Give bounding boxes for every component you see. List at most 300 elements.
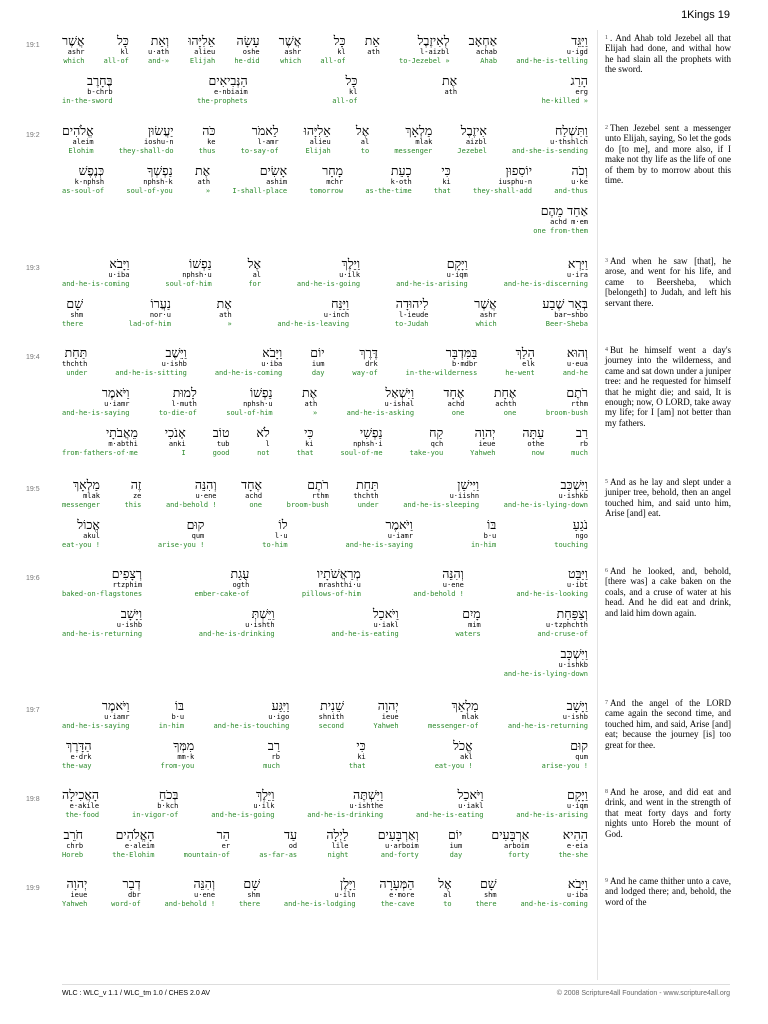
hebrew-word: אֶחָד bbox=[443, 385, 465, 400]
gloss: the-Elohim bbox=[112, 851, 155, 859]
transliteration: ium bbox=[311, 360, 325, 368]
word-cell bbox=[469, 33, 497, 66]
transliteration: u·iln bbox=[334, 891, 356, 899]
translation-text: And he came thither unto a cave, and lodged there; and, behold, the word of the bbox=[605, 876, 731, 907]
transliteration: kl bbox=[337, 48, 346, 56]
word-cell bbox=[213, 425, 230, 458]
transliteration: nphsh·i bbox=[353, 440, 383, 448]
gloss: forty bbox=[508, 851, 530, 859]
word-cell bbox=[62, 73, 113, 106]
word-cell bbox=[160, 738, 194, 771]
transliteration: ath bbox=[304, 400, 318, 408]
gloss: and-he-is-arising bbox=[516, 811, 588, 819]
transliteration: u·iqm bbox=[446, 271, 468, 279]
transliteration: lile bbox=[331, 842, 349, 850]
word-cell bbox=[471, 517, 496, 550]
gloss: take-you bbox=[409, 449, 444, 457]
word-cell bbox=[309, 163, 343, 196]
hebrew-word: וְאַרְבָּעִים bbox=[377, 827, 419, 842]
hebrew-word: לָמוּת bbox=[172, 385, 197, 400]
gloss: there bbox=[238, 900, 261, 908]
gloss: which bbox=[475, 320, 497, 328]
hebrew-word: רַב bbox=[575, 425, 588, 440]
gloss: mountain-of bbox=[183, 851, 230, 859]
word-cell bbox=[340, 425, 382, 458]
hebrew-word: כָּל bbox=[333, 33, 346, 48]
gloss: broom-bush bbox=[286, 501, 329, 509]
gloss: there bbox=[475, 900, 497, 908]
word-cell bbox=[416, 787, 483, 820]
hebrew-word: כֹּה bbox=[202, 123, 216, 138]
word-cell bbox=[457, 123, 487, 156]
hebrew-word: נַפְשִׁי bbox=[359, 425, 383, 440]
gloss: which bbox=[63, 57, 85, 65]
verse-block bbox=[26, 256, 588, 336]
translation-text: . And Ahab told Jezebel all that Elijah had done, and withal how he had slain all the prophets with the sword. bbox=[605, 33, 731, 75]
hebrew-word: כָּל bbox=[345, 73, 358, 88]
gloss: second bbox=[318, 722, 344, 730]
word-cell bbox=[159, 385, 197, 418]
word-cell bbox=[62, 876, 87, 909]
hebrew-word: יְהוָה bbox=[66, 876, 88, 891]
word-cell bbox=[304, 123, 331, 156]
gloss: arise-you ! bbox=[157, 541, 205, 549]
verse-number: 19:4 bbox=[26, 354, 40, 361]
transliteration: akl bbox=[459, 753, 473, 761]
transliteration: u·iamr bbox=[387, 532, 413, 540]
transliteration: u·tzphchth bbox=[545, 621, 588, 629]
word-cell bbox=[319, 698, 344, 731]
transliteration: rb bbox=[271, 753, 280, 761]
translation-paragraph bbox=[605, 345, 731, 428]
word-cell bbox=[516, 787, 588, 820]
hebrew-word: קוּם bbox=[570, 738, 588, 753]
gloss: all-of bbox=[320, 57, 346, 65]
gloss: » bbox=[312, 409, 318, 417]
word-cell bbox=[353, 477, 378, 510]
hebrew-word: מִמְּךָ bbox=[173, 738, 195, 753]
interlinear-row bbox=[62, 33, 588, 66]
word-cell bbox=[326, 827, 348, 860]
word-cell bbox=[512, 123, 588, 156]
transliteration: ashr bbox=[479, 311, 497, 319]
gloss: word-of bbox=[111, 900, 141, 908]
gloss: messenger bbox=[394, 147, 433, 155]
translation-verse-number: 8 bbox=[605, 789, 608, 795]
hebrew-word: וַיִּשְׁתֶּה bbox=[353, 787, 384, 802]
word-cell bbox=[195, 163, 210, 196]
transliteration: od bbox=[288, 842, 298, 850]
hebrew-word: אָשִׂים bbox=[259, 163, 288, 178]
hebrew-word: וְכֹה bbox=[571, 163, 588, 178]
word-cell bbox=[111, 876, 141, 909]
transliteration: aizbl bbox=[465, 138, 487, 146]
gloss: and-he-is-going bbox=[296, 280, 361, 288]
hebrew-word: בְּאֵר שֶׁבַע bbox=[542, 296, 588, 311]
word-cell bbox=[332, 73, 357, 106]
gloss: » bbox=[227, 320, 232, 328]
translation-text: But he himself went a day's journey into the wilderness, and came and sat down under a juniper tree: and he requested for himself that he might die; and said, It is enough; now, O LORD, take away my life; for I [am] not better than my fathers. bbox=[605, 345, 731, 428]
hebrew-word: כִּי bbox=[441, 163, 451, 178]
hebrew-word: וַיֹּאכַל bbox=[372, 606, 399, 621]
transliteration: u·inch bbox=[323, 311, 350, 319]
hebrew-word: חֹרֵב bbox=[63, 827, 84, 842]
transliteration: mlak bbox=[461, 713, 479, 721]
hebrew-word: וַיֹּאכַל bbox=[457, 787, 484, 802]
word-cell bbox=[126, 163, 172, 196]
hebrew-word: הָאֲכִילָה bbox=[62, 787, 100, 802]
hebrew-word: רַב bbox=[267, 738, 280, 753]
transliteration: e·aleim bbox=[124, 842, 155, 850]
gloss: arise-you ! bbox=[541, 762, 588, 770]
word-cell bbox=[234, 33, 259, 66]
gloss: Yahweh bbox=[62, 900, 88, 908]
hebrew-word: בּוֹ bbox=[174, 698, 185, 713]
hebrew-word: לוֹ bbox=[278, 517, 288, 532]
hebrew-word: וַיָּשָׁב bbox=[120, 606, 143, 621]
gloss: under bbox=[357, 501, 379, 509]
word-cell bbox=[277, 296, 349, 329]
hebrew-word: עַד bbox=[284, 827, 298, 842]
hebrew-word: וַיַּנַּח bbox=[331, 296, 350, 311]
hebrew-word: יְהוָה bbox=[377, 698, 399, 713]
word-cell bbox=[410, 425, 444, 458]
transliteration: u·ishthe bbox=[349, 802, 384, 810]
translation-verse-number: 3 bbox=[605, 258, 608, 264]
interlinear-row bbox=[62, 646, 588, 679]
gloss: not bbox=[257, 449, 270, 457]
gloss: touching bbox=[554, 541, 588, 549]
translation-text: And he arose, and did eat and drink, and went in the strength of that meat forty days and forty nights unto Horeb the mount of God. bbox=[605, 787, 731, 839]
word-cell bbox=[297, 256, 360, 289]
gloss: to-him bbox=[262, 541, 288, 549]
gloss: baked-on-flagstones bbox=[62, 590, 143, 598]
interlinear-row bbox=[62, 566, 588, 599]
verse-block bbox=[26, 33, 588, 113]
hebrew-word: וַיִּשְׁאַל bbox=[385, 385, 415, 400]
gloss: and-behold ! bbox=[165, 501, 217, 509]
gloss: and-he-is-returning bbox=[62, 630, 143, 638]
transliteration: b·mdbr bbox=[452, 360, 478, 368]
word-cell bbox=[310, 345, 324, 378]
hebrew-word: וְאֵת bbox=[150, 33, 170, 48]
word-cell bbox=[226, 385, 272, 418]
word-cell bbox=[165, 876, 216, 909]
hebrew-word: נַפְשְׁךָ bbox=[147, 163, 173, 178]
gloss: the-cave bbox=[380, 900, 415, 908]
gloss: Ahab bbox=[480, 57, 498, 65]
word-cell bbox=[262, 517, 287, 550]
hebrew-word: אֱלֹהִים bbox=[62, 123, 94, 138]
gloss: and-he-is-discerning bbox=[503, 280, 588, 288]
transliteration: arboim bbox=[503, 842, 530, 850]
transliteration: m·abthi bbox=[108, 440, 138, 448]
footer-rule bbox=[62, 984, 730, 985]
transliteration: ki bbox=[357, 753, 366, 761]
gloss: lad-of-him bbox=[128, 320, 171, 328]
word-cell bbox=[554, 517, 588, 550]
word-cell bbox=[184, 827, 230, 860]
translation-verse-number: 4 bbox=[605, 347, 608, 353]
word-cell bbox=[491, 827, 529, 860]
gloss: he-killed » bbox=[541, 97, 588, 105]
transliteration: u·iba bbox=[566, 891, 588, 899]
word-cell bbox=[287, 477, 329, 510]
page-title: 1Kings 19 bbox=[681, 9, 730, 21]
transliteration: ashr bbox=[284, 48, 302, 56]
word-cell bbox=[112, 827, 154, 860]
word-cell bbox=[148, 33, 169, 66]
transliteration: b·u bbox=[171, 713, 185, 721]
word-cell bbox=[473, 163, 532, 196]
hebrew-word: וַיֵּשְׁתְּ bbox=[251, 606, 275, 621]
transliteration: shm bbox=[483, 891, 497, 899]
hebrew-word: וַיָּבֹא bbox=[262, 345, 283, 360]
word-cell bbox=[399, 33, 450, 66]
word-cell bbox=[504, 256, 588, 289]
hebrew-word: קַח bbox=[429, 425, 444, 440]
transliteration: b-chrb bbox=[87, 88, 113, 96]
word-cell bbox=[508, 698, 588, 731]
transliteration: u·ishb bbox=[161, 360, 187, 368]
hebrew-word: אֶת bbox=[442, 73, 458, 88]
transliteration: elk bbox=[522, 360, 535, 368]
gloss: Jezebel bbox=[457, 147, 487, 155]
transliteration: u·ishal bbox=[384, 400, 415, 408]
hebrew-word: וַיִּגַּע bbox=[271, 698, 290, 713]
hebrew-word: נַפְשׁוֹ bbox=[189, 256, 212, 271]
transliteration: nphsh·u bbox=[243, 400, 273, 408]
transliteration: k-nphsh bbox=[74, 178, 105, 186]
hebrew-word: שָׁם bbox=[243, 876, 261, 891]
word-cell bbox=[279, 33, 302, 66]
gloss: the-food bbox=[65, 811, 100, 819]
gloss: night bbox=[327, 851, 349, 859]
word-cell bbox=[62, 827, 83, 860]
word-cell bbox=[241, 123, 279, 156]
translation-text: And as he lay and slept under a juniper tree, behold, then an angel touched him, and said unto him, Arise [and] eat. bbox=[605, 477, 731, 519]
transliteration: u·ene bbox=[195, 492, 217, 500]
gloss: day bbox=[449, 851, 463, 859]
hebrew-word: יְהוָה bbox=[474, 425, 496, 440]
word-cell bbox=[62, 345, 87, 378]
gloss: Yahweh bbox=[373, 722, 399, 730]
hebrew-word: כְּנֶפֶשׁ bbox=[78, 163, 105, 178]
hebrew-word: בֶּחָרֶב bbox=[86, 73, 113, 88]
word-cell bbox=[129, 296, 171, 329]
transliteration: rthm bbox=[311, 492, 329, 500]
interlinear-row bbox=[62, 425, 588, 458]
gloss: one bbox=[451, 409, 465, 417]
hebrew-word: כִּי bbox=[356, 738, 366, 753]
translation-text: And he looked, and, behold, [there was] a cake baken on the coals, and a cruse of water at his head. And he did eat and drink, and laid him down again. bbox=[605, 566, 731, 618]
hebrew-word: אֱכֹל bbox=[453, 738, 473, 753]
transliteration: nor·u bbox=[149, 311, 171, 319]
word-cell bbox=[302, 385, 317, 418]
interlinear-row bbox=[62, 517, 588, 550]
word-cell bbox=[62, 477, 100, 510]
hebrew-word: וַיָּבֹא bbox=[567, 876, 588, 891]
transliteration: u·iishn bbox=[449, 492, 480, 500]
interlinear-row bbox=[62, 698, 588, 731]
gloss: one bbox=[503, 409, 517, 417]
hebrew-word: אִיזֶבֶל bbox=[460, 123, 487, 138]
gloss: he-did bbox=[234, 57, 260, 65]
word-cell bbox=[115, 345, 187, 378]
gloss: to-Jezebel » bbox=[398, 57, 450, 65]
word-cell bbox=[516, 33, 588, 66]
gloss: and-behold ! bbox=[413, 590, 464, 598]
hebrew-word: וַיֵּשֶׁב bbox=[165, 345, 187, 360]
transliteration: ium bbox=[449, 842, 463, 850]
gloss: and-he-is-going bbox=[211, 811, 275, 819]
hebrew-word: מָיִם bbox=[462, 606, 481, 621]
word-cell bbox=[302, 566, 361, 599]
verse-number: 19:9 bbox=[26, 885, 40, 892]
transliteration: achd bbox=[245, 492, 263, 500]
interlinear-row bbox=[62, 477, 588, 510]
transliteration: er bbox=[221, 842, 230, 850]
gloss: waters bbox=[455, 630, 481, 638]
transliteration: iusphu-n bbox=[498, 178, 533, 186]
transliteration: qum bbox=[575, 753, 588, 761]
word-cell bbox=[546, 385, 588, 418]
verse-block bbox=[26, 566, 588, 686]
hebrew-word: אֵלִיָּהוּ bbox=[188, 33, 216, 48]
hebrew-word: עַתָּה bbox=[522, 425, 545, 440]
word-cell bbox=[158, 517, 204, 550]
transliteration: u·ene bbox=[194, 891, 216, 899]
transliteration: u·ira bbox=[566, 271, 588, 279]
hebrew-word: אֶל bbox=[355, 123, 370, 138]
transliteration: u·ishth bbox=[245, 621, 275, 629]
word-cell bbox=[365, 33, 380, 66]
interlinear-row bbox=[62, 73, 588, 106]
gloss: day bbox=[311, 369, 325, 377]
gloss: ember-cake-of bbox=[194, 590, 250, 598]
gloss: Elijah bbox=[189, 57, 216, 65]
gloss: in-vigor-of bbox=[131, 811, 179, 819]
translation-paragraph bbox=[605, 33, 731, 75]
hebrew-word: טוֹב bbox=[212, 425, 230, 440]
hebrew-word: אֶת bbox=[302, 385, 318, 400]
hebrew-word: הַר bbox=[216, 827, 230, 842]
word-cell bbox=[232, 163, 287, 196]
word-cell bbox=[379, 876, 414, 909]
word-cell bbox=[62, 738, 92, 771]
transliteration: l-amr bbox=[257, 138, 279, 146]
hebrew-word: בּוֹ bbox=[487, 517, 497, 532]
word-cell bbox=[263, 738, 280, 771]
hebrew-word: וַיֹּאמֶר bbox=[101, 698, 130, 713]
hebrew-word: לְאִיזֶבֶל bbox=[417, 33, 450, 48]
transliteration: e·akile bbox=[69, 802, 100, 810]
transliteration: ieue bbox=[381, 713, 399, 721]
gloss: that bbox=[296, 449, 314, 457]
hebrew-word: לַיְלָה bbox=[326, 827, 349, 842]
transliteration: shnith bbox=[318, 713, 344, 721]
gloss: now bbox=[531, 449, 545, 457]
word-cell bbox=[256, 425, 269, 458]
transliteration: aleim bbox=[72, 138, 94, 146]
hebrew-word: אֵלִיָּהוּ bbox=[303, 123, 331, 138]
transliteration: alieu bbox=[309, 138, 331, 146]
transliteration: ogth bbox=[232, 581, 250, 589]
gloss: and-he-is-coming bbox=[520, 900, 588, 908]
word-cell bbox=[241, 477, 262, 510]
gloss: Beer-Sheba bbox=[545, 320, 588, 328]
interlinear-row bbox=[62, 827, 588, 860]
hebrew-word: וַיָּקָם bbox=[446, 256, 468, 271]
interlinear-row bbox=[62, 296, 588, 329]
gloss: in-him bbox=[470, 541, 497, 549]
gloss: and-he-is-sitting bbox=[115, 369, 187, 377]
word-cell bbox=[352, 345, 377, 378]
transliteration: mlak bbox=[415, 138, 433, 146]
transliteration: al bbox=[443, 891, 452, 899]
transliteration: ath bbox=[367, 48, 380, 56]
hebrew-word: וַיִּישַׁן bbox=[457, 477, 480, 492]
gloss: soul-of-you bbox=[126, 187, 173, 195]
transliteration: u·iamr bbox=[104, 400, 130, 408]
hebrew-word: וַיַּבֵּט bbox=[567, 566, 588, 581]
transliteration: ashr bbox=[67, 48, 85, 56]
word-cell bbox=[217, 296, 232, 329]
word-cell bbox=[62, 566, 142, 599]
transliteration: mim bbox=[468, 621, 481, 629]
transliteration: tub bbox=[216, 440, 230, 448]
hebrew-word: אֲשֶׁר bbox=[474, 296, 497, 311]
transliteration: nphsh·u bbox=[182, 271, 212, 279]
transliteration: ashim bbox=[266, 178, 288, 186]
hebrew-word: מָחָר bbox=[322, 163, 344, 178]
interlinear-row bbox=[62, 163, 588, 196]
hebrew-word: אֶת bbox=[216, 296, 232, 311]
verse-number: 19:2 bbox=[26, 132, 40, 139]
word-cell bbox=[62, 385, 129, 418]
hebrew-word: מְרַאֲשֹׁתָיו bbox=[316, 566, 361, 581]
word-cell bbox=[537, 606, 588, 639]
gloss: Horeb bbox=[62, 851, 84, 859]
gloss: and-he-is-drinking bbox=[307, 811, 384, 819]
gloss: and-he-is-asking bbox=[346, 409, 415, 417]
transliteration: l-ieude bbox=[398, 311, 429, 319]
transliteration: ngo bbox=[575, 532, 588, 540]
hebrew-word: הָלַךְ bbox=[515, 345, 535, 360]
word-cell bbox=[373, 698, 398, 731]
gloss: soul-of-him bbox=[165, 280, 212, 288]
gloss: and-he-is-drinking bbox=[198, 630, 275, 638]
transliteration: rb bbox=[579, 440, 588, 448]
gloss: as-the-time bbox=[365, 187, 412, 195]
word-cell bbox=[542, 73, 588, 106]
translation-verse-number: 5 bbox=[605, 479, 608, 485]
word-cell bbox=[349, 738, 366, 771]
transliteration: thchth bbox=[353, 492, 379, 500]
footer-sources: WLC : WLC_v 1.1 / WLC_tm 1.0 / CHES 2.0 AV bbox=[62, 990, 211, 997]
translation-paragraph bbox=[605, 787, 731, 839]
gloss: and-he-is-sleeping bbox=[403, 501, 480, 509]
gloss: and-he-is-leaving bbox=[277, 320, 350, 328]
gloss: and-he-is-telling bbox=[516, 57, 588, 65]
word-cell bbox=[542, 296, 588, 329]
hebrew-word: וַיֹּאמֶר bbox=[101, 385, 130, 400]
hebrew-word: וְהוּא bbox=[566, 345, 588, 360]
verse-block bbox=[26, 698, 588, 778]
gloss: as-far-as bbox=[259, 851, 298, 859]
translation-paragraph bbox=[605, 876, 731, 907]
gloss: he-went bbox=[505, 369, 535, 377]
